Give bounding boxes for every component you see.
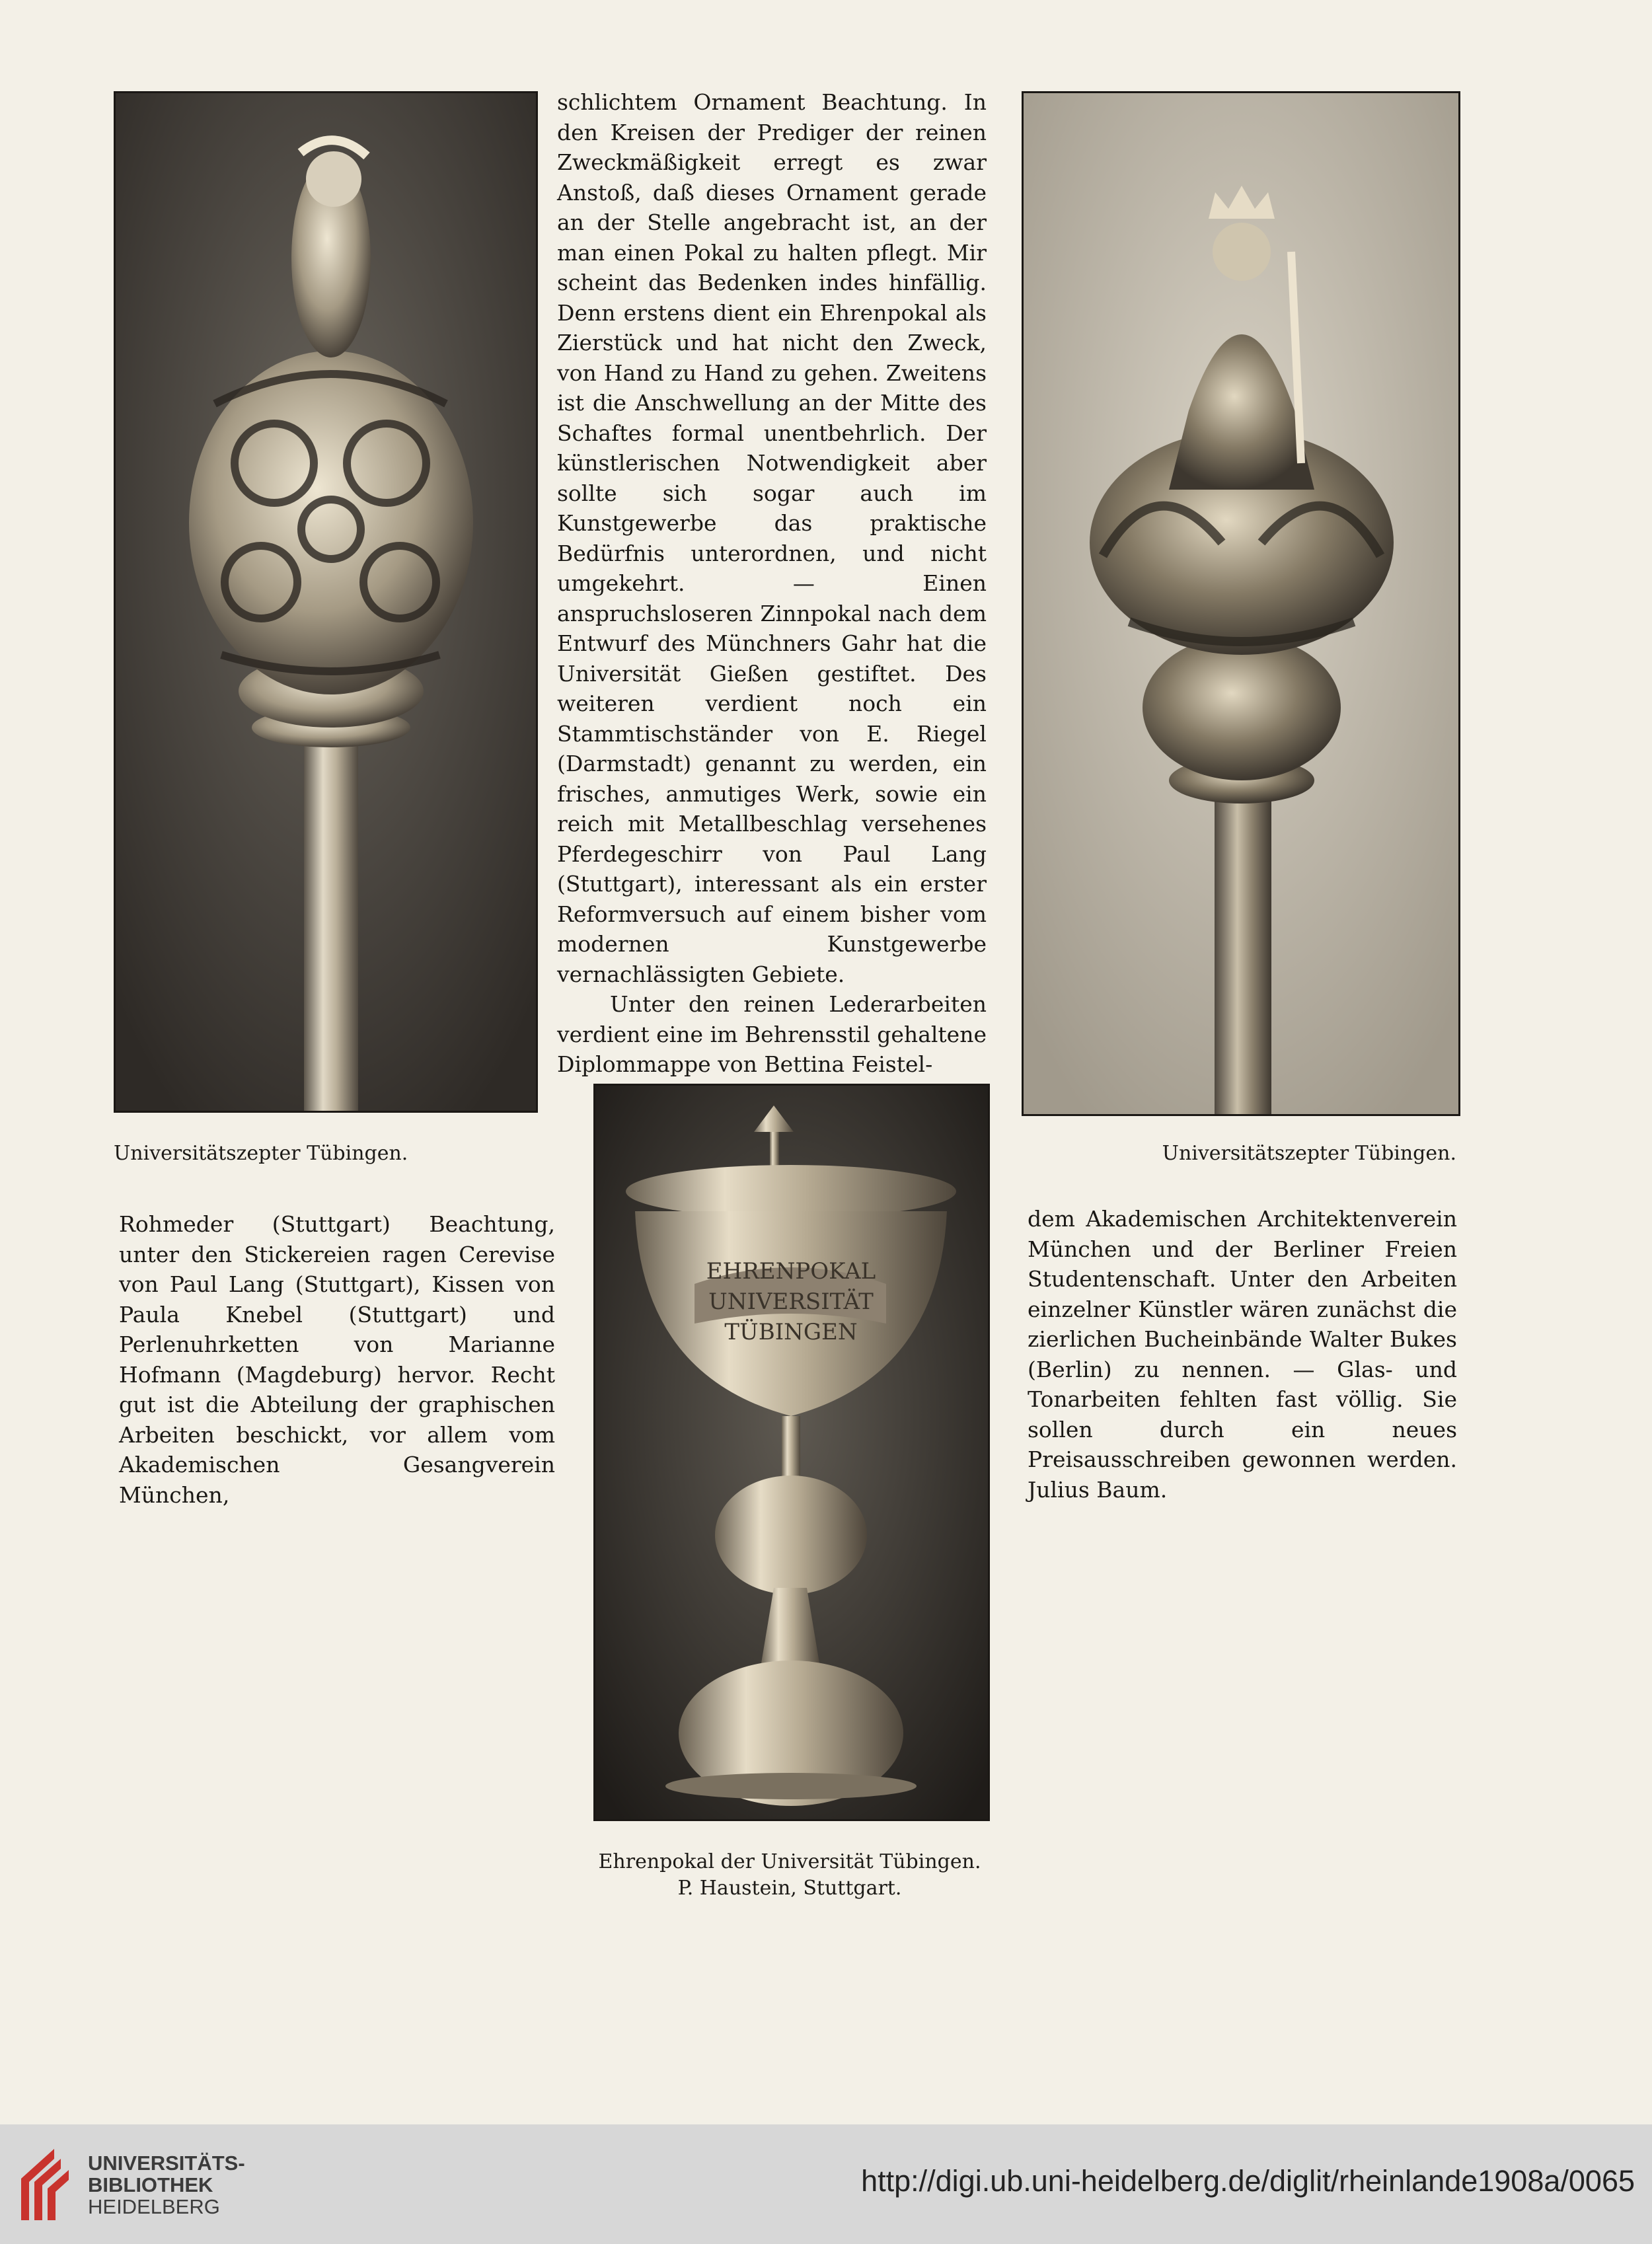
right-scepter-caption: Universitätszepter Tübingen. [1162, 1142, 1456, 1165]
library-name [88, 2152, 245, 2218]
goblet-inscription-line2: UNIVERSITÄT [708, 1289, 874, 1315]
paragraph: dem Akademischen Architektenverein München und der Berliner Freien Studentenschaft. Unter den Arbeiten einzelner Künstler wären zunächst die zierlichen Bucheinbände Walter Bukes (Berlin) zu nennen. — Glas- und Tonarbeiten fehlten fast völlig. Sie sollen durch ein neues Preisausschreiben gewonnen werden. Julius Baum. [1028, 1206, 1457, 1503]
goblet-inscription-line1: EHRENPOKAL [706, 1258, 876, 1285]
goblet-caption-line2: P. Haustein, Stuttgart. [677, 1877, 902, 1900]
goblet-inscription-line3: TÜBINGEN [724, 1319, 858, 1345]
university-library-logo-icon [15, 2142, 79, 2225]
left-scepter-photo [114, 91, 538, 1113]
paragraph: Rohmeder (Stuttgart) Beachtung, unter den Stickereien ragen Cerevise von Paul Lang (Stuttgart), Kissen von Paula Knebel (Stuttgart) und Perlenuhrketten von Marianne Hofmann (Magdeburg) hervor. Recht gut ist die Abteilung der graphischen Arbeiten beschickt, vor allem vom Akademischen Gesangverein München, [119, 1211, 555, 1508]
middle-text-column [557, 87, 987, 1080]
goblet-caption [568, 1849, 1011, 1902]
library-name-line1: UNIVERSITÄTS- [88, 2151, 245, 2175]
right-text-column [1028, 1204, 1457, 1505]
source-url-link[interactable]: http://digi.ub.uni-heidelberg.de/diglit/rheinlande1908a/0065 [861, 2164, 1635, 2198]
goblet-caption-line1: Ehrenpokal der Universität Tübingen. [598, 1850, 981, 1873]
left-text-column [119, 1209, 555, 1510]
goblet-photo [593, 1084, 990, 1821]
library-name-line3: HEIDELBERG [88, 2195, 220, 2218]
paragraph: Unter den reinen Lederarbeiten verdient eine im Behrensstil gehaltene Diplommappe von Bettina Feistel- [557, 991, 987, 1077]
scepter-illustration [116, 93, 536, 1111]
scepter-illustration [1024, 93, 1458, 1114]
left-scepter-caption: Universitätszepter Tübingen. [114, 1142, 408, 1165]
library-name-line2: BIBLIOTHEK [88, 2173, 213, 2196]
right-scepter-photo [1022, 91, 1460, 1116]
paragraph: schlichtem Ornament Beachtung. In den Kreisen der Prediger der reinen Zweckmäßigkeit erregt es zwar Anstoß, daß dieses Ornament gerade an der Stelle angebracht ist, an der man einen Pokal zu halten pflegt. Mir scheint das Bedenken indes hinfällig. Denn erstens dient ein Ehrenpokal als Zierstück und hat nicht den Zweck, von Hand zu Hand zu gehen. Zweitens ist die Anschwellung an der Mitte des Schaftes formal unentbehrlich. Der künstlerischen Notwendigkeit aber sollte sich sogar auch im Kunstgewerbe das praktische Bedürfnis unterordnen, und nicht umgekehrt. — Einen anspruchsloseren Zinnpokal nach dem Entwurf des Münchners Gahr hat die Universität Gießen gestiftet. Des weiteren verdient noch ein Stammtischständer von E. Riegel (Darmstadt) genannt zu werden, ein frisches, anmutiges Werk, sowie ein reich mit Metallbeschlag versehenes Pferdegeschirr von Paul Lang (Stuttgart), interessant als ein erster Reformversuch auf einem bisher vom modernen Kunstgewerbe vernachlässigten Gebiete. [557, 89, 987, 987]
footer-bar [0, 2124, 1652, 2244]
goblet-illustration [595, 1086, 988, 1819]
